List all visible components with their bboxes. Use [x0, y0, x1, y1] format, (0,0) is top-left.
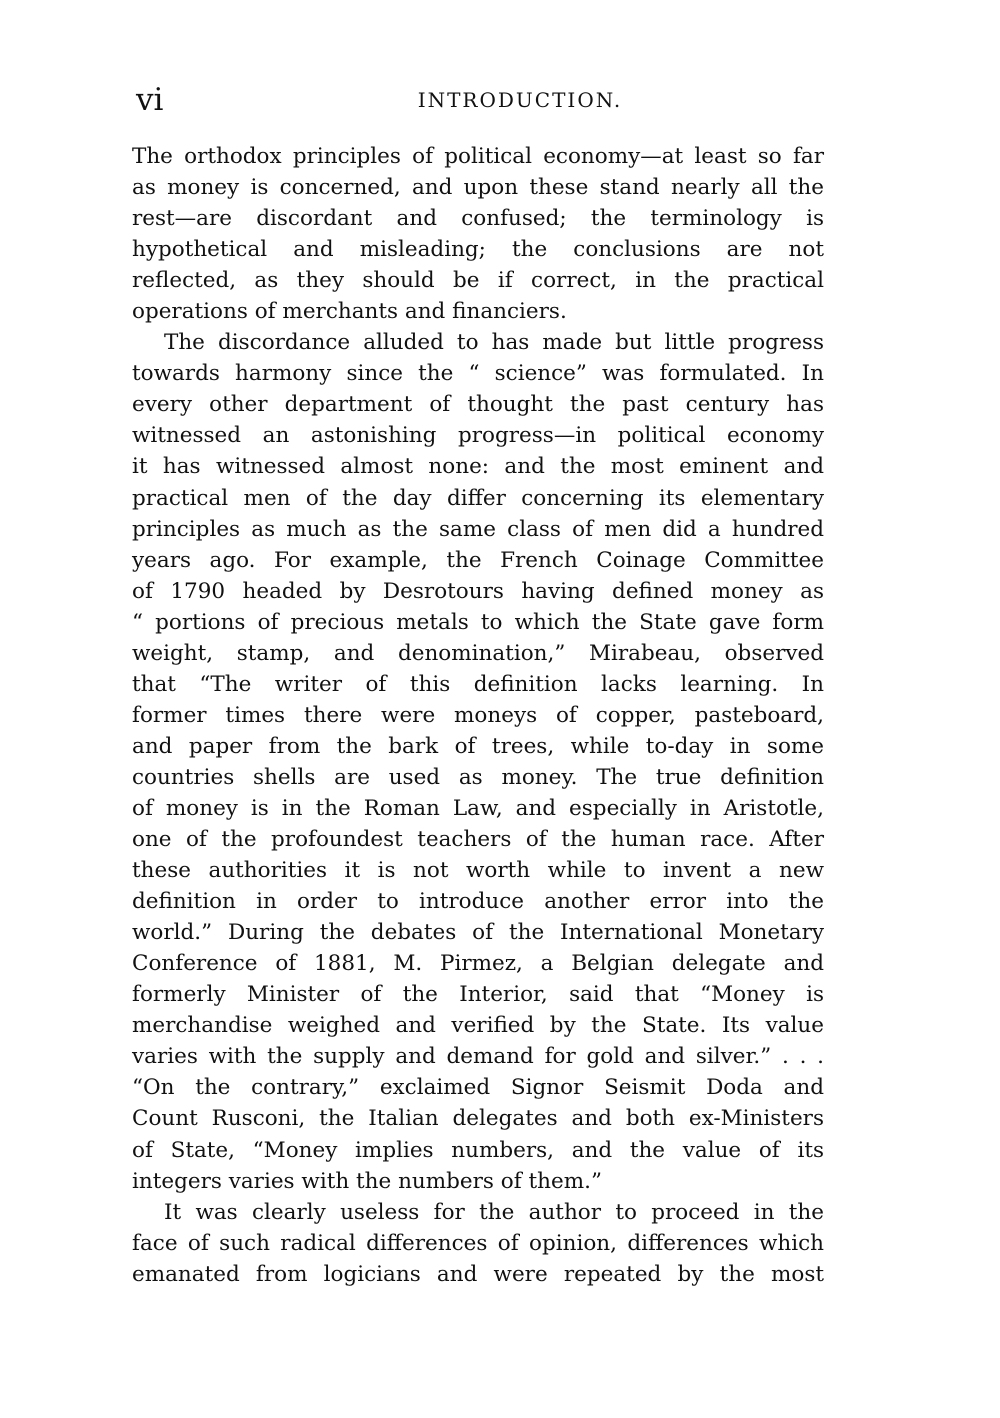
text-line: merchandise weighed and verified by the State. Its value [132, 1013, 824, 1039]
text-line: It was clearly useless for the author to proceed in the [164, 1199, 824, 1225]
text-line: weight, stamp, and denomination,” Mirabeau, observed [132, 640, 824, 666]
text-line: formerly Minister of the Interior, said that “Money is [132, 982, 824, 1008]
text-line: The discordance alluded to has made but little progress [164, 330, 824, 356]
text-line: every other department of thought the past century has [132, 392, 824, 418]
text-line: years ago. For example, the French Coinage Committee [132, 547, 824, 573]
text-line: definition in order to introduce another error into the [132, 889, 824, 915]
text-line: towards harmony since the “ science” was formulated. In [132, 361, 824, 387]
text-line: one of the profoundest teachers of the human race. After [132, 827, 824, 853]
text-line: as money is concerned, and upon these stand nearly all the [132, 175, 824, 201]
text-line: principles as much as the same class of men did a hundred [132, 516, 824, 542]
text-line: and paper from the bark of trees, while to-day in some [132, 733, 824, 759]
text-line: varies with the supply and demand for gold and silver.” . . . [132, 1044, 824, 1070]
text-line: witnessed an astonishing progress—in political economy [132, 423, 824, 449]
text-line: The orthodox principles of political economy—at least so far [132, 144, 824, 169]
text-line: integers varies with the numbers of them.” [132, 1168, 602, 1194]
text-line: hypothetical and misleading; the conclusions are not [132, 237, 824, 263]
text-line: “On the contrary,” exclaimed Signor Seismit Doda and [132, 1075, 824, 1101]
body-text [132, 141, 824, 1290]
text-line: rest—are discordant and confused; the terminology is [132, 206, 824, 232]
text-line: practical men of the day differ concerning its elementary [132, 485, 824, 511]
text-line: face of such radical differences of opinion, differences which [132, 1230, 824, 1256]
text-line: Conference of 1881, M. Pirmez, a Belgian delegate and [132, 951, 824, 977]
text-line: world.” During the debates of the International Monetary [132, 920, 824, 946]
text-line: of 1790 headed by Desrotours having defined money as [132, 578, 824, 604]
text-line: Count Rusconi, the Italian delegates and both ex-Ministers [132, 1106, 824, 1132]
text-line: former times there were moneys of copper, pasteboard, [132, 702, 824, 728]
text-line: it has witnessed almost none: and the most eminent and [132, 454, 824, 480]
text-line: these authorities it is not worth while to invent a new [132, 858, 824, 884]
text-line: emanated from logicians and were repeated by the most [132, 1261, 824, 1287]
text-line: operations of merchants and financiers. [132, 299, 567, 325]
page-number: vi [136, 82, 164, 118]
text-line: “ portions of precious metals to which the State gave form [132, 609, 824, 635]
running-title: INTRODUCTION. [417, 88, 623, 112]
text-line: reflected, as they should be if correct, in the practical [132, 268, 824, 294]
text-line: countries shells are used as money. The true definition [132, 764, 824, 790]
text-line: of money is in the Roman Law, and especially in Aristotle, [132, 795, 824, 821]
text-line: of State, “Money implies numbers, and the value of its [132, 1137, 824, 1163]
text-line: that “The writer of this definition lacks learning. In [132, 671, 824, 697]
